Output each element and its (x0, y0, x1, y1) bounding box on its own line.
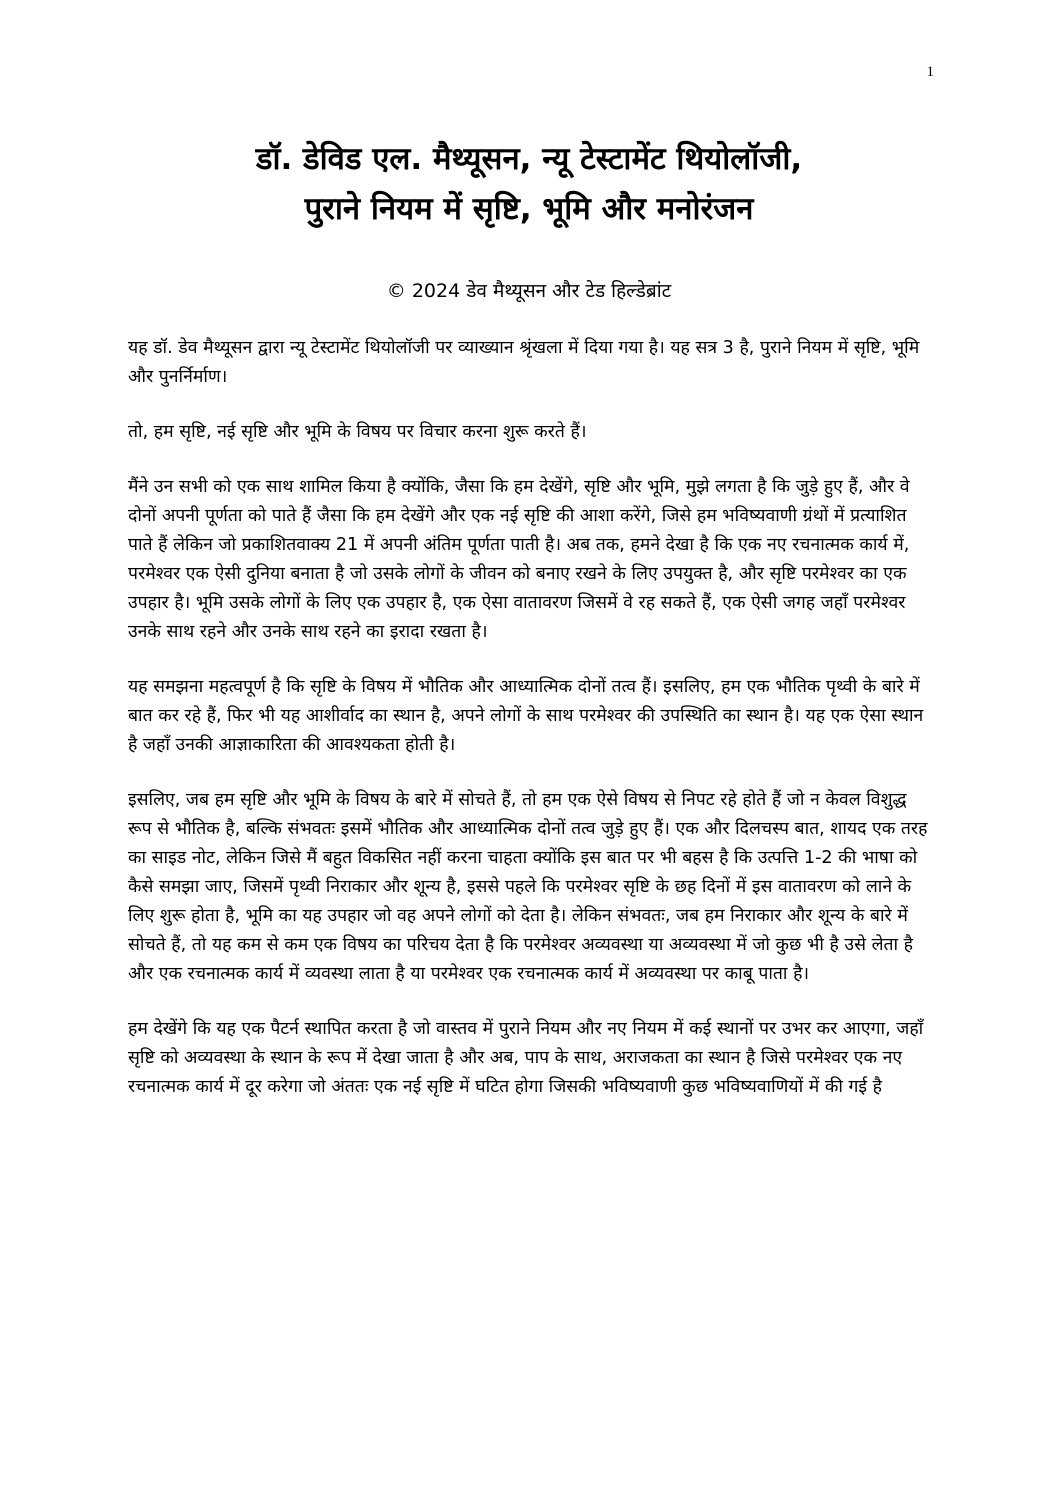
paragraph-3: मैंने उन सभी को एक साथ शामिल किया है क्योंकि, जैसा कि हम देखेंगे, सृष्टि और भूमि, मुझे लगता है कि जुड़े हुए हैं, और वे दोनों अपनी पूर्णता को पाते हैं जैसा कि हम देखेंगे और एक नई सृष्टि की आशा करेंगे, जिसे हम भविष्यवाणी ग्रंथों में प्रत्याशित पाते हैं लेकिन जो प्रकाशितवाक्य 21 में अपनी अंतिम पूर्णता पाती है। अब तक, हमने देखा है कि एक नए रचनात्मक कार्य में, परमेश्वर एक ऐसी दुनिया बनाता है जो उसके लोगों के जीवन को बनाए रखने के लिए उपयुक्त है, और सृष्टि परमेश्वर का एक उपहार है। भूमि उसके लोगों के लिए एक उपहार है, एक ऐसा वातावरण जिसमें वे रह सकते हैं, एक ऐसी जगह जहाँ परमेश्वर उनके साथ रहने और उनके साथ रहने का इरादा रखता है। (128, 477, 910, 642)
page-number: 1 (926, 64, 934, 80)
title-line-2: पुराने नियम में सृष्टि, भूमि और मनोरंजन (304, 191, 754, 227)
paragraph-6: हम देखेंगे कि यह एक पैटर्न स्थापित करता है जो वास्तव में पुराने नियम और नए नियम में कई स्थानों पर उभर कर आएगा, जहाँ सृष्टि को अव्यवस्था के स्थान के रूप में देखा जाता है और अब, पाप के साथ, अराजकता का स्थान है जिसे परमेश्वर एक नए रचनात्मक कार्य में दूर करेगा जो अंततः एक नई सृष्टि में घटित होगा जिसकी भविष्यवाणी कुछ भविष्यवाणियों में की गई है (128, 1019, 924, 1097)
body-text (128, 334, 934, 1128)
title-line-1: डॉ. डेविड एल. मैथ्यूसन, न्यू टेस्टामेंट थियोलॉजी, (255, 141, 803, 177)
copyright-notice: © 2024 डेव मैथ्यूसन और टेड हिल्डेब्रांट (386, 280, 672, 302)
paragraph-4: यह समझना महत्वपूर्ण है कि सृष्टि के विषय में भौतिक और आध्यात्मिक दोनों तत्व हैं। इसलिए, हम एक भौतिक पृथ्वी के बारे में बात कर रहे हैं, फिर भी यह आशीर्वाद का स्थान है, अपने लोगों के साथ परमेश्वर की उपस्थिति का स्थान है। यह एक ऐसा स्थान है जहाँ उनकी आज्ञाकारिता की आवश्यकता होती है। (128, 677, 924, 755)
paragraph-1: यह डॉ. डेव मैथ्यूसन द्वारा न्यू टेस्टामेंट थियोलॉजी पर व्याख्यान श्रृंखला में दिया गया है। यह सत्र 3 है, पुराने नियम में सृष्टि, भूमि और पुनर्निर्माण। (128, 338, 920, 387)
document-title (110, 134, 948, 234)
paragraph-2: तो, हम सृष्टि, नई सृष्टि और भूमि के विषय पर विचार करना शुरू करते हैं। (128, 422, 587, 442)
paragraph-5: इसलिए, जब हम सृष्टि और भूमि के विषय के बारे में सोचते हैं, तो हम एक ऐसे विषय से निपट रहे होते हैं जो न केवल विशुद्ध रूप से भौतिक है, बल्कि संभवतः इसमें भौतिक और आध्यात्मिक दोनों तत्व जुड़े हुए हैं। एक और दिलचस्प बात, शायद एक तरह का साइड नोट, लेकिन जिसे मैं बहुत विकसित नहीं करना चाहता क्योंकि इस बात पर भी बहस है कि उत्पत्ति 1-2 की भाषा को कैसे समझा जाए, जिसमें पृथ्वी निराकार और शून्य है, इससे पहले कि परमेश्वर सृष्टि के छह दिनों में इस वातावरण को लाने के लिए शुरू होता है, भूमि का यह उपहार जो वह अपने लोगों को देता है। लेकिन संभवतः, जब हम निराकार और शून्य के बारे में सोचते हैं, तो यह कम से कम एक विषय का परिचय देता है कि परमेश्वर अव्यवस्था या अव्यवस्था में जो कुछ भी है उसे लेता है और एक रचनात्मक कार्य में व्यवस्था लाता है या परमेश्वर एक रचनात्मक कार्य में अव्यवस्था पर काबू पाता है। (128, 790, 928, 984)
